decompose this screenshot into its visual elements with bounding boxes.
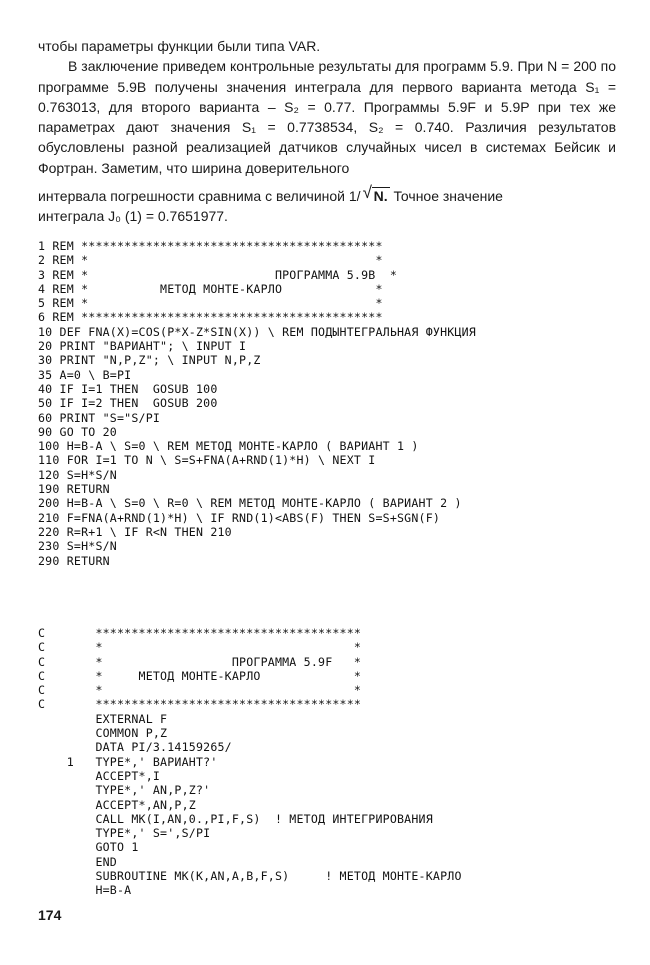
square-root-n [362, 183, 390, 206]
exact-value-line: интеграла J₀ (1) = 0.7651977. [38, 208, 228, 225]
radical-sign-icon: √ [362, 183, 372, 203]
interval-prefix: интервала погрешности сравнима с величиной 1/ [38, 188, 361, 205]
radicand: N. [373, 188, 388, 205]
basic-program-listing: 1 REM ****************************************** 2 REM * * 3 REM * ПРОГРАММА 5.9B * 4 REM * МЕТОД МОНТЕ-КАРЛО * 5 REM * * 6 REM ****************************************** 10 DEF FNA(X)=COS(P*X-Z*SIN(X)) \ REM ПОДЫНТЕГРАЛЬНАЯ ФУНКЦИЯ 20 PRINT "ВАРИАНТ"; \ INPUT I 30 PRINT "N,P,Z"; \ INPUT N,P,Z 35 A=0 \ B=PI 40 IF I=1 THEN GOSUB 100 50 IF I=2 THEN GOSUB 200 60 PRINT "S="S/PI 90 GO TO 20 100 H=B-A \ S=0 \ REM МЕТОД МОНТЕ-КАРЛО ( ВАРИАНТ 1 ) 110 FOR I=1 TO N \ S=S+FNA(A+RND(1)*H) \ NEXT I 120 S=H*S/N 190 RETURN 200 H=B-A \ S=0 \ R=0 \ REM МЕТОД МОНТЕ-КАРЛО ( ВАРИАНТ 2 ) 210 F=FNA(A+RND(1)*H) \ IF RND(1)<ABS(F) THEN S=S+SGN(F) 220 R=R+1 \ IF R<N THEN 210 230 S=H*S/N 290 RETURN [38, 239, 476, 568]
prose-line-1: чтобы параметры функции были типа VAR. [38, 38, 321, 54]
prose-block [38, 36, 616, 227]
page-number: 174 [38, 907, 62, 923]
interval-suffix: Точное значение [389, 188, 503, 205]
results-paragraph: В заключение приведем контрольные результаты для программ 5.9. При N = 200 по программе 5.9B получены значения интеграла для первого варианта метода S₁ = 0.763013, для второго варианта – S₂ = 0.77. Программы 5.9F и 5.9P при тех же параметрах дают значения S₁ = 0.7738534, S₂ = 0.740. Различия результатов обусловлены разной реализацией датчиков случайных чисел в системах Бейсик и Фортран. Заметим, что ширина доверительного [38, 58, 616, 176]
interval-sentence [38, 183, 616, 206]
fortran-program-listing: C ************************************* C * * C * ПРОГРАММА 5.9F * C * МЕТОД МОНТЕ-КАРЛО * C * * C ************************************* EXTERNAL F COMMON P,Z DATA PI/3.14159265/ 1 TYPE*,' ВАРИАНТ?' ACCEPT*,I TYPE*,' AN,P,Z?' ACCEPT*,AN,P,Z CALL MK(I,AN,0.,PI,F,S) ! МЕТОД ИНТЕГРИРОВАНИЯ TYPE*,' S=',S/PI GOTO 1 END SUBROUTINE MK(K,AN,A,B,F,S) ! МЕТОД МОНТЕ-КАРЛО H=B-A [38, 626, 462, 898]
